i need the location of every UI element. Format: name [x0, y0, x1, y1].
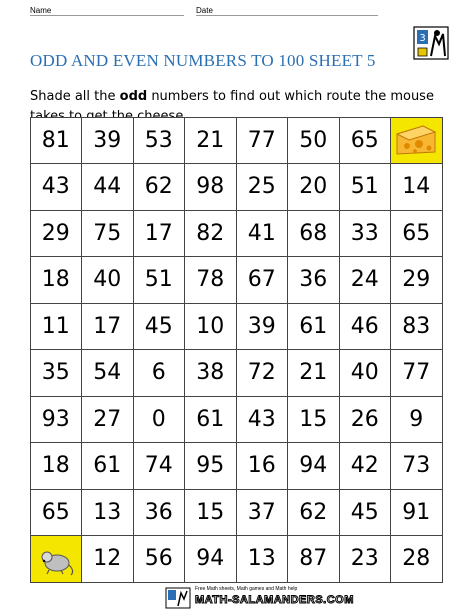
grid-number-cell: 33: [339, 210, 392, 258]
grid-number-cell: 61: [81, 442, 134, 490]
number-maze-grid: [30, 117, 442, 582]
grid-number-cell: 94: [184, 535, 237, 583]
grid-number-cell: 43: [30, 163, 83, 211]
grid-number-cell: 56: [133, 535, 186, 583]
grid-number-cell: 77: [236, 117, 289, 165]
grid-number-cell: 65: [390, 210, 443, 258]
grid-number-cell: 15: [184, 489, 237, 537]
grid-number-cell: 68: [287, 210, 340, 258]
grid-number-cell: 41: [236, 210, 289, 258]
grid-number-cell: 73: [390, 442, 443, 490]
grid-number-cell: 40: [339, 349, 392, 397]
grid-number-cell: 75: [81, 210, 134, 258]
grid-number-cell: 51: [133, 256, 186, 304]
grid-number-cell: 65: [30, 489, 83, 537]
grid-number-cell: 40: [81, 256, 134, 304]
grid-number-cell: 38: [184, 349, 237, 397]
footer-logo-icon: [165, 587, 191, 609]
grid-number-cell: 91: [390, 489, 443, 537]
grid-number-cell: 67: [236, 256, 289, 304]
grid-number-cell: 12: [81, 535, 134, 583]
grid-number-cell: 6: [133, 349, 186, 397]
grid-number-cell: 82: [184, 210, 237, 258]
name-line: [30, 15, 184, 16]
grid-number-cell: 98: [184, 163, 237, 211]
grid-number-cell: 20: [287, 163, 340, 211]
footer-brand: MATH-SALAMANDERS.COM: [195, 594, 354, 606]
salamander-logo-icon: [413, 26, 449, 60]
grid-number-cell: 0: [133, 396, 186, 444]
grid-number-cell: 18: [30, 256, 83, 304]
name-label: Name: [30, 6, 52, 15]
grid-number-cell: 21: [184, 117, 237, 165]
grid-number-cell: 45: [339, 489, 392, 537]
date-label: Date: [196, 6, 213, 15]
grid-number-cell: 93: [30, 396, 83, 444]
grid-number-cell: 23: [339, 535, 392, 583]
grid-number-cell: 28: [390, 535, 443, 583]
grid-number-cell: 50: [287, 117, 340, 165]
grid-number-cell: 21: [287, 349, 340, 397]
svg-text:3: 3: [419, 33, 426, 44]
grid-number-cell: 43: [236, 396, 289, 444]
grid-number-cell: 87: [287, 535, 340, 583]
grid-number-cell: 95: [184, 442, 237, 490]
instructions: Shade all the odd numbers to find out which route the mouse: [30, 89, 434, 104]
grid-number-cell: 77: [390, 349, 443, 397]
grid-number-cell: 81: [30, 117, 83, 165]
grid-number-cell: 9: [390, 396, 443, 444]
grid-number-cell: 74: [133, 442, 186, 490]
grid-number-cell: 24: [339, 256, 392, 304]
grid-number-cell: 39: [236, 303, 289, 351]
footer-tagline: Free Math sheets, Math games and Math help: [195, 586, 298, 592]
grid-number-cell: 11: [30, 303, 83, 351]
grid-number-cell: 36: [133, 489, 186, 537]
grid-number-cell: 14: [390, 163, 443, 211]
mouse-icon: [30, 535, 83, 583]
grid-number-cell: 25: [236, 163, 289, 211]
grid-number-cell: 29: [30, 210, 83, 258]
grid-number-cell: 17: [133, 210, 186, 258]
worksheet-title: ODD AND EVEN NUMBERS TO 100 SHEET 5: [30, 51, 376, 70]
grid-number-cell: 39: [81, 117, 134, 165]
grid-number-cell: 29: [390, 256, 443, 304]
grid-number-cell: 62: [287, 489, 340, 537]
grid-number-cell: 18: [30, 442, 83, 490]
grid-number-cell: 42: [339, 442, 392, 490]
grid-number-cell: 65: [339, 117, 392, 165]
grid-number-cell: 62: [133, 163, 186, 211]
grid-number-cell: 78: [184, 256, 237, 304]
cheese-icon: [390, 117, 443, 165]
grid-number-cell: 16: [236, 442, 289, 490]
grid-number-cell: 44: [81, 163, 134, 211]
grid-number-cell: 72: [236, 349, 289, 397]
grid-number-cell: 83: [390, 303, 443, 351]
grid-number-cell: 46: [339, 303, 392, 351]
grid-number-cell: 27: [81, 396, 134, 444]
grid-number-cell: 54: [81, 349, 134, 397]
grid-number-cell: 51: [339, 163, 392, 211]
grid-number-cell: 45: [133, 303, 186, 351]
date-line: [196, 15, 378, 16]
grid-number-cell: 13: [81, 489, 134, 537]
grid-number-cell: 61: [184, 396, 237, 444]
grid-number-cell: 10: [184, 303, 237, 351]
grid-number-cell: 13: [236, 535, 289, 583]
grid-number-cell: 37: [236, 489, 289, 537]
grid-number-cell: 17: [81, 303, 134, 351]
grid-number-cell: 26: [339, 396, 392, 444]
grid-number-cell: 61: [287, 303, 340, 351]
grid-number-cell: 36: [287, 256, 340, 304]
grid-number-cell: 35: [30, 349, 83, 397]
grid-number-cell: 53: [133, 117, 186, 165]
grid-number-cell: 94: [287, 442, 340, 490]
grid-number-cell: 15: [287, 396, 340, 444]
